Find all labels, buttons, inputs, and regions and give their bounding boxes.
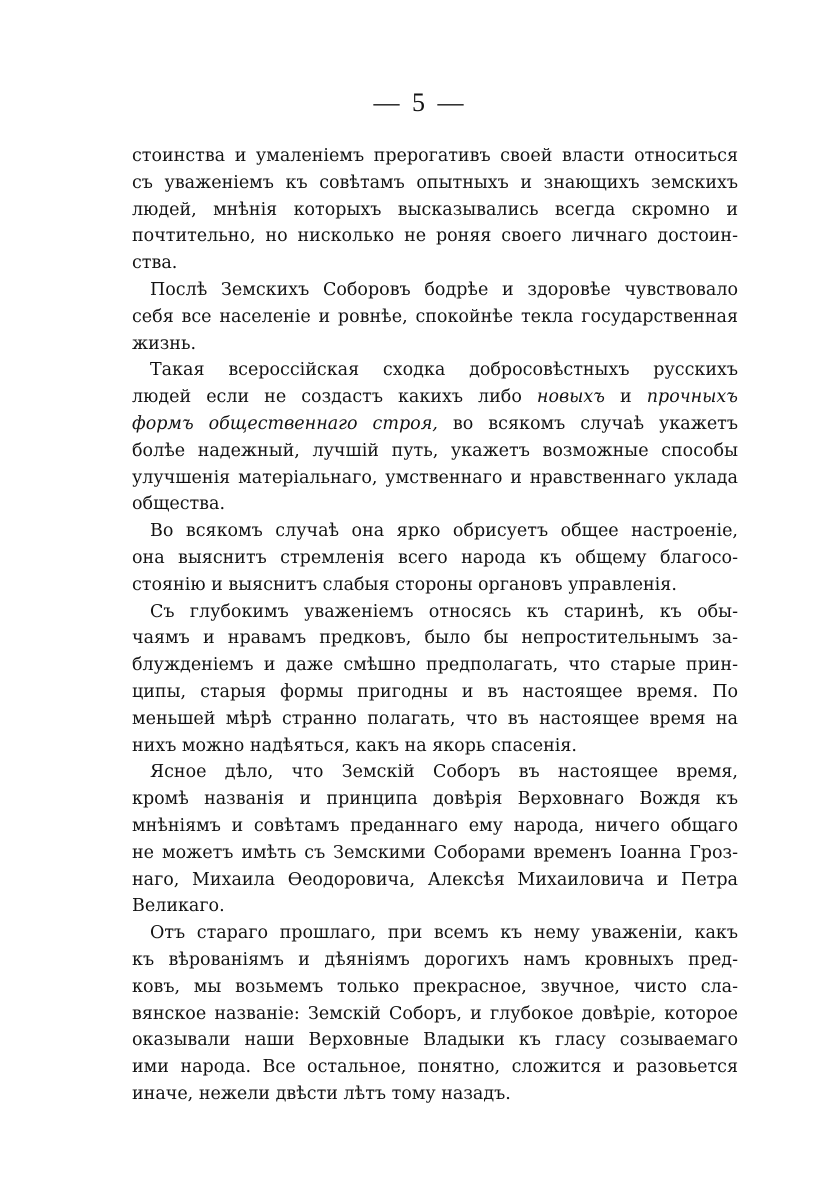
text-line: Великаго. bbox=[132, 896, 225, 917]
text-line: вянское названіе: Земскій Соборъ, и глубокое довѣріе, которое bbox=[132, 1003, 738, 1024]
text-run: людей если не создастъ какихъ либо bbox=[132, 387, 522, 408]
text-line: наго, Михаила Ѳеодоровича, Алексѣя Михаиловича и Петра bbox=[132, 869, 738, 890]
text-line: почтительно, но нисколько не роняя своего личнаго достоин- bbox=[132, 226, 738, 247]
text-line: улучшенія матеріальнаго, умственнаго и нравственнаго уклада bbox=[132, 467, 738, 488]
text-line: себя все населеніе и ровнѣе, спокойнѣе текла государственная bbox=[132, 306, 738, 327]
text-line: Съ глубокимъ уваженіемъ относясь къ старинѣ, къ обы- bbox=[150, 601, 738, 622]
page-number: — 5 — bbox=[373, 88, 467, 117]
text-line bbox=[132, 411, 738, 438]
paragraph-7 bbox=[132, 920, 738, 1108]
text-line: Ясное дѣло, что Земскій Соборъ въ настоящее время, bbox=[150, 762, 738, 783]
paragraph-5 bbox=[132, 599, 738, 760]
text-line: ими народа. Все остальное, понятно, сложится и разовьется bbox=[132, 1057, 738, 1078]
paragraph-2 bbox=[132, 277, 738, 357]
text-line: блужденіемъ и даже смѣшно предполагать, что старые прин- bbox=[132, 655, 738, 676]
text-line: стоянію и выяснитъ слабыя стороны органовъ управленія. bbox=[132, 574, 677, 595]
text-line: Отъ стараго прошлаго, при всемъ къ нему уваженіи, какъ bbox=[150, 923, 738, 944]
text-line: Такая всероссійская сходка добросовѣстныхъ русскихъ bbox=[150, 360, 738, 381]
text-line: она выяснитъ стремленія всего народа къ общему благосо- bbox=[132, 547, 738, 568]
italic-text: прочныхъ bbox=[646, 387, 738, 408]
text-line: людей, мнѣнія которыхъ высказывались всегда скромно и bbox=[132, 199, 738, 220]
page-body bbox=[132, 143, 738, 1108]
paragraph-3 bbox=[132, 357, 738, 518]
paragraph-6 bbox=[132, 759, 738, 920]
paragraph-4 bbox=[132, 518, 738, 598]
text-run: и bbox=[620, 387, 632, 408]
text-line: стоинства и умаленіемъ прерогативъ своей власти относиться bbox=[132, 146, 738, 166]
text-line: не можетъ имѣть съ Земскими Соборами временъ Іоанна Гроз- bbox=[132, 842, 738, 863]
text-line: Во всякомъ случаѣ она ярко обрисуетъ общее настроеніе, bbox=[150, 521, 738, 542]
text-line: чаямъ и нравамъ предковъ, было бы непростительнымъ за- bbox=[132, 628, 738, 649]
text-line: оказывали наши Верховные Владыки къ гласу созываемаго bbox=[132, 1030, 738, 1051]
text-line: къ вѣрованіямъ и дѣяніямъ дорогихъ намъ кровныхъ пред- bbox=[132, 949, 738, 970]
text-line: мнѣніямъ и совѣтамъ преданнаго ему народа, ничего общаго bbox=[132, 815, 738, 836]
text-line: Послѣ Земскихъ Соборовъ бодрѣе и здоровѣе чувствовало bbox=[150, 279, 738, 300]
text-line: нихъ можно надѣяться, какъ на якорь спасенія. bbox=[132, 735, 577, 756]
text-line: ства. bbox=[132, 253, 178, 274]
text-line: жизнь. bbox=[132, 333, 197, 354]
text-line: ципы, старыя формы пригодны и въ настоящее время. По bbox=[132, 681, 738, 702]
text-line: кромѣ названія и принципа довѣрія Верховнаго Вождя къ bbox=[132, 789, 738, 810]
text-line: иначе, нежели двѣсти лѣтъ тому назадъ. bbox=[132, 1083, 511, 1104]
italic-text: новыхъ bbox=[536, 387, 605, 408]
text-line bbox=[132, 384, 738, 411]
text-run: во всякомъ случаѣ укажетъ bbox=[452, 413, 738, 434]
text-line: ковъ, мы возьмемъ только прекрасное, звучное, чисто сла- bbox=[132, 976, 738, 997]
text-line: болѣе надежный, лучшій путь, укажетъ возможные способы bbox=[132, 440, 738, 461]
italic-text: формъ общественнаго строя, bbox=[132, 413, 438, 434]
paragraph-1 bbox=[132, 143, 738, 277]
text-line: меньшей мѣрѣ странно полагать, что въ настоящее время на bbox=[132, 708, 738, 729]
text-line: общества. bbox=[132, 494, 226, 515]
text-line: съ уваженіемъ къ совѣтамъ опытныхъ и знающихъ земскихъ bbox=[132, 172, 738, 193]
